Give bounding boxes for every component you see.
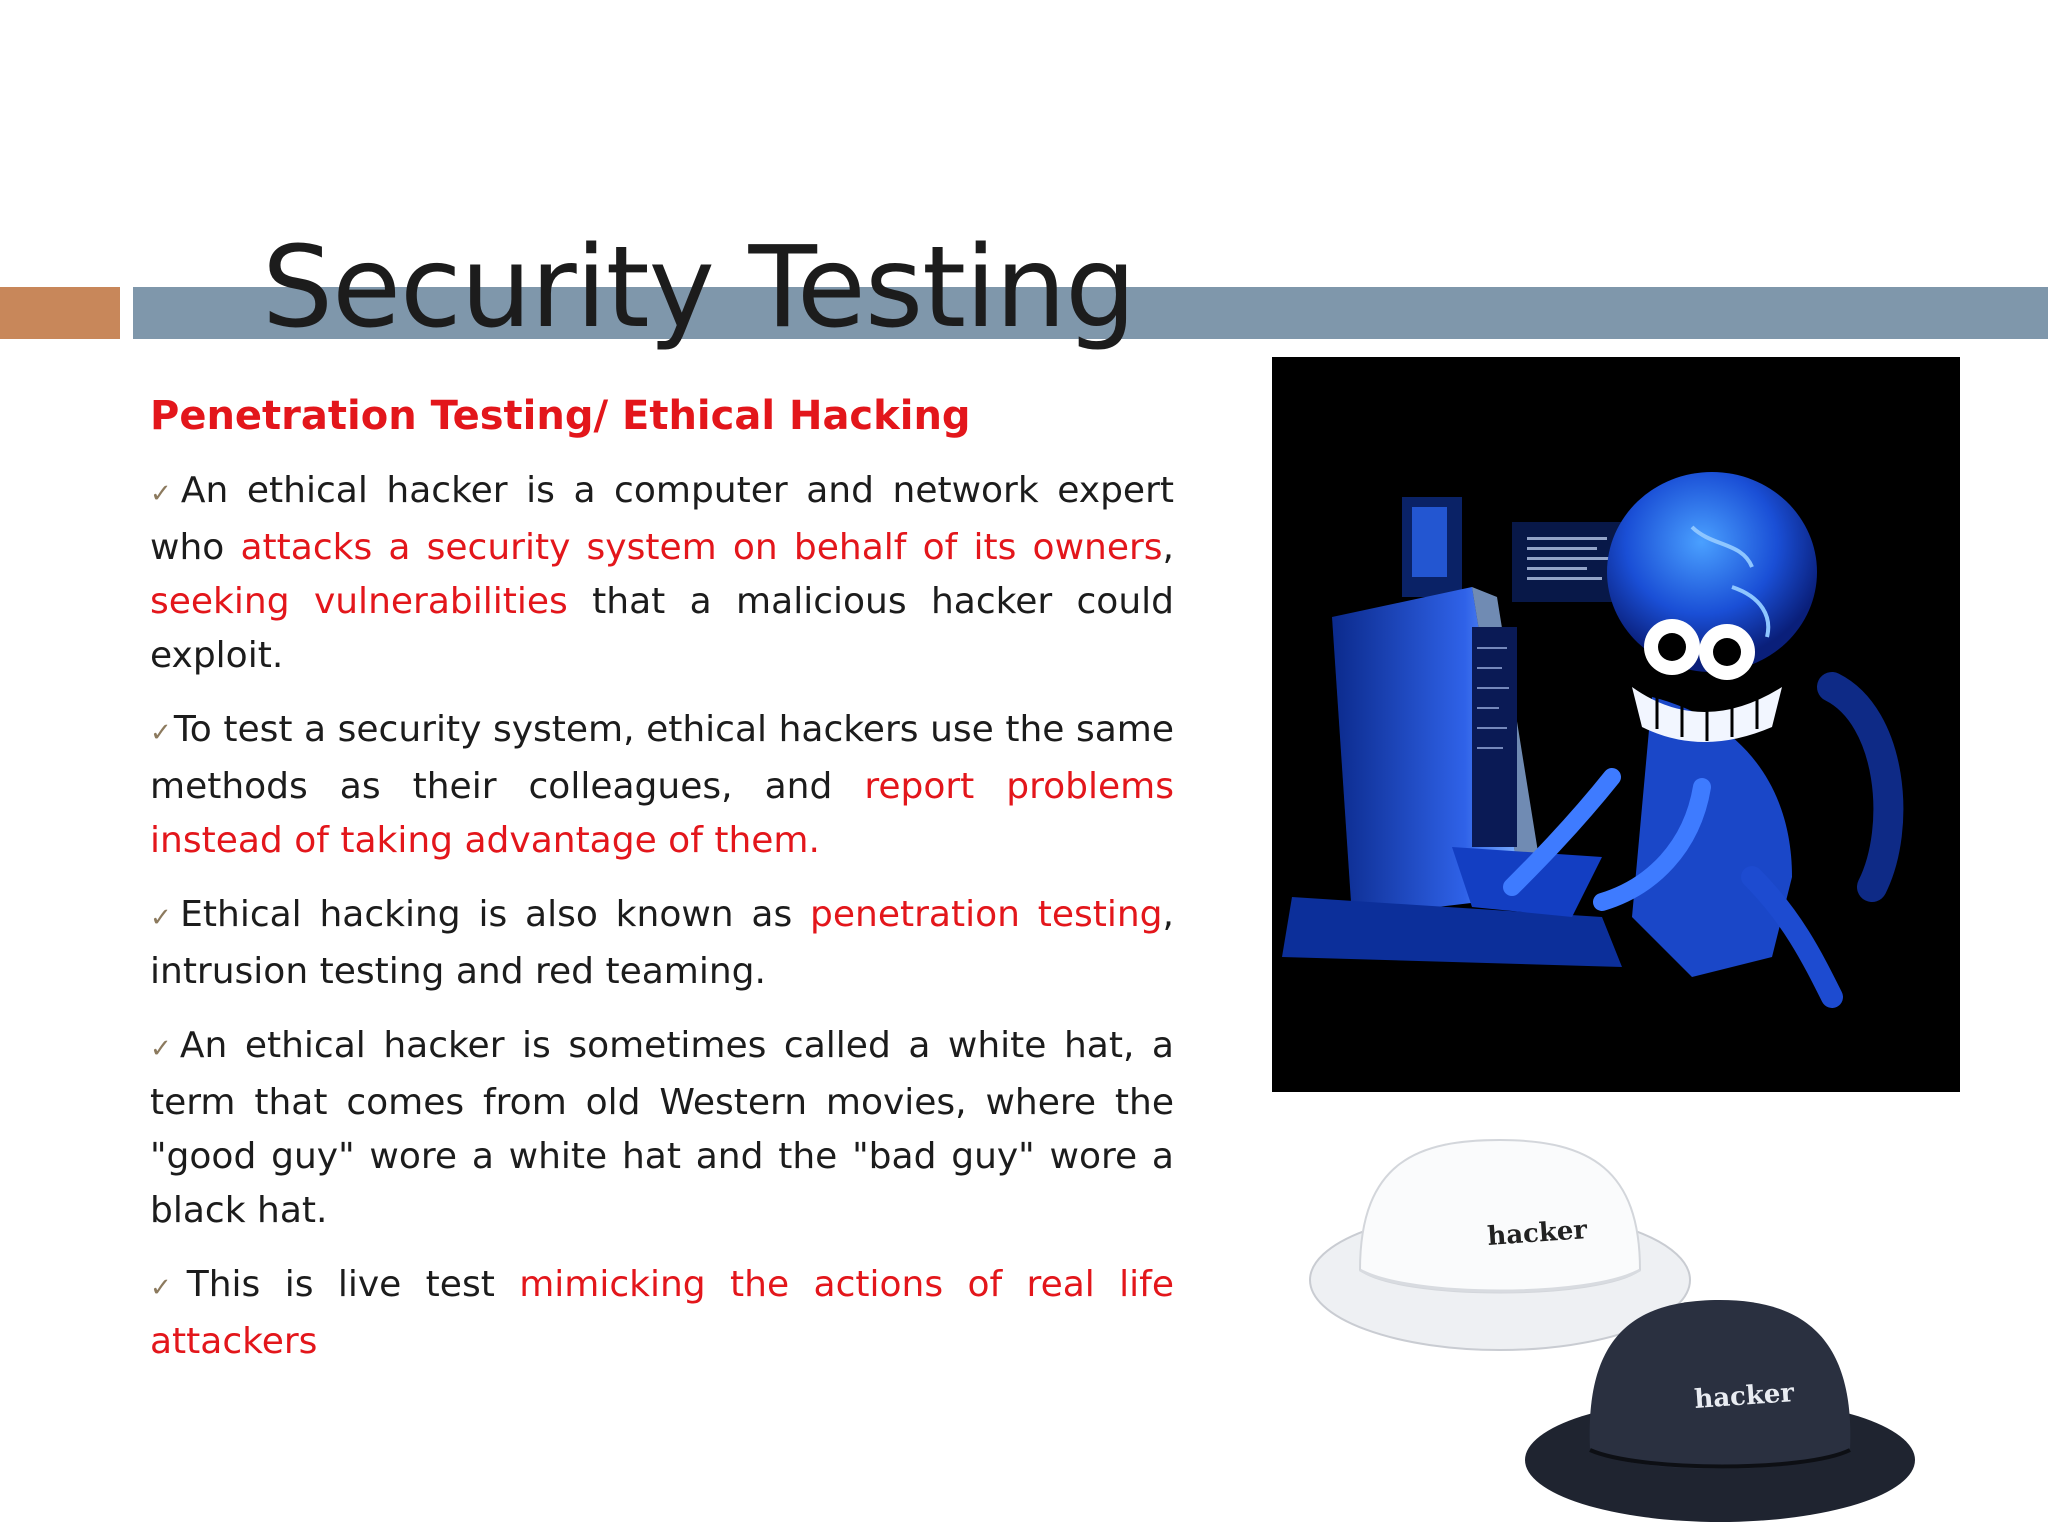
body-text: An ethical hacker is sometimes called a white hat, a term that comes from old Western movies, where the "good guy" wore a white hat and the "bad guy" wore a black hat. (150, 1025, 1174, 1231)
bullet-item (150, 1258, 1174, 1369)
slide-title: Security Testing (262, 223, 1136, 353)
checkmark-icon: ✓ (150, 1034, 178, 1064)
body-text: , intrusion testing and red teaming. (150, 894, 1174, 992)
highlighted-text: attacks a security system on behalf of its owners (240, 527, 1163, 568)
hats-image (1300, 1130, 1950, 1530)
body-text: To test a security system, ethical hackers use the same methods as their colleagues, and (150, 709, 1174, 807)
black-hat-label: hacker (1693, 1378, 1796, 1415)
white-hat-label: hacker (1486, 1215, 1589, 1252)
hats-illustration (1300, 1130, 1950, 1530)
bullet-item (150, 888, 1174, 999)
bullet-list (150, 464, 1174, 1369)
checkmark-icon: ✓ (150, 1273, 185, 1303)
body-text: , (1162, 527, 1174, 568)
bullet-item (150, 1019, 1174, 1238)
bullet-item (150, 464, 1174, 683)
body-text: An ethical hacker is a computer and network expert who (150, 470, 1174, 568)
highlighted-text: mimicking the actions of real life attackers (150, 1264, 1174, 1362)
checkmark-icon: ✓ (150, 479, 179, 509)
highlighted-text: seeking vulnerabilities (150, 581, 568, 622)
slide-subtitle: Penetration Testing/ Ethical Hacking (150, 393, 971, 439)
slide-content (150, 388, 1174, 1389)
body-text: that a malicious hacker could exploit. (150, 581, 1174, 676)
accent-bar (0, 287, 120, 339)
highlighted-text: penetration testing (810, 894, 1163, 935)
body-text: This is live test (186, 1264, 520, 1305)
checkmark-icon: ✓ (150, 718, 172, 748)
checkmark-icon: ✓ (150, 903, 179, 933)
hacker-skeleton-image (1272, 357, 1960, 1092)
bullet-item (150, 703, 1174, 868)
highlighted-text: report problems instead of taking advantage of them. (150, 766, 1174, 861)
body-text: Ethical hacking is also known as (180, 894, 811, 935)
hacker-illustration (1272, 357, 1960, 1092)
